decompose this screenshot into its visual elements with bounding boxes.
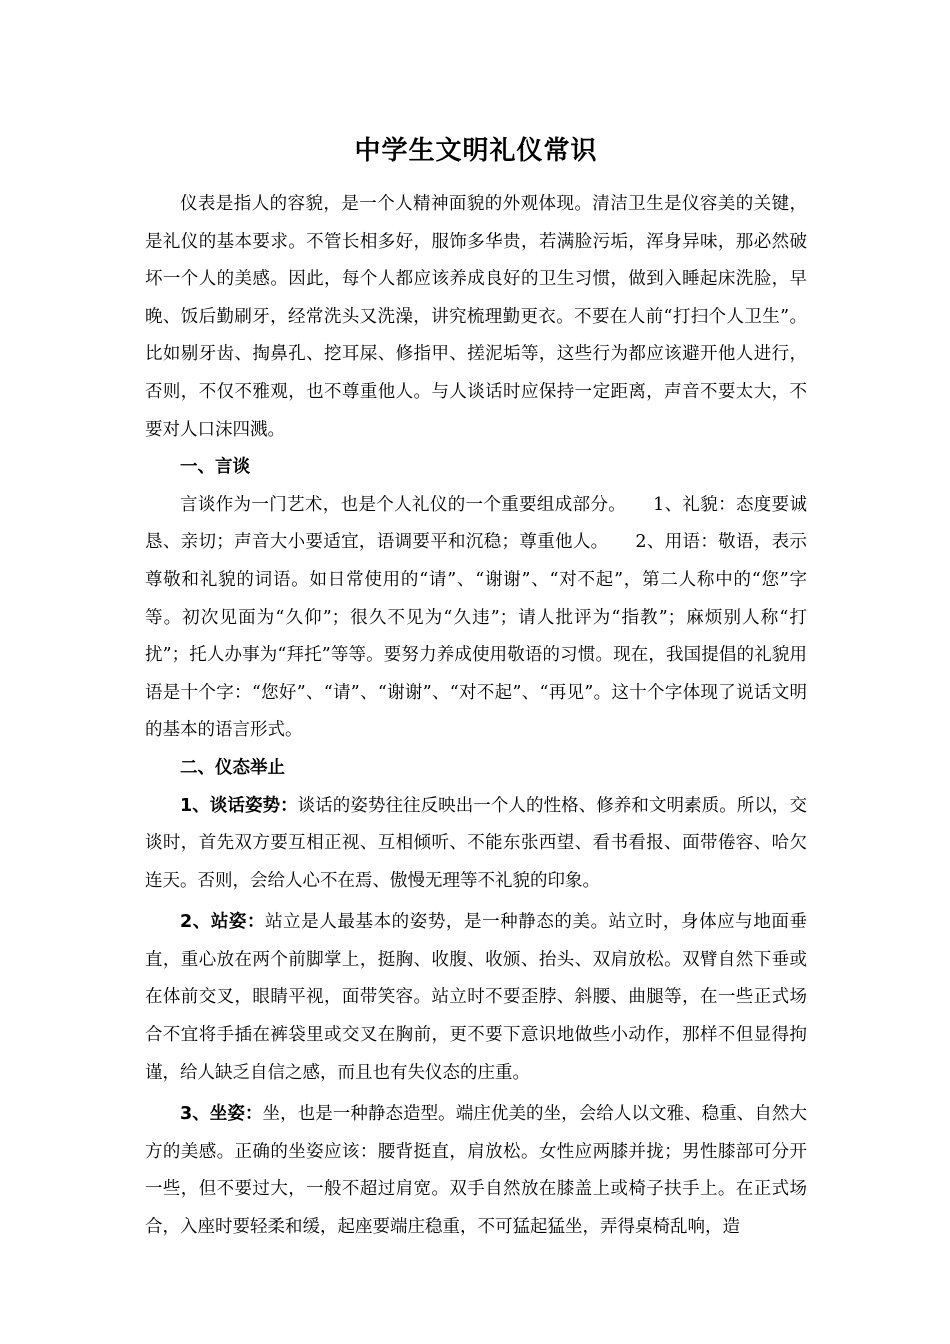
speech-paragraph: 言谈作为一门艺术，也是个人礼仪的一个重要组成部分。 1、礼貌：态度要诚恳、亲切；声音大小要适宜，语调要平和沉稳；尊重他人。 2、用语：敬语，表示尊敬和礼貌的词语。如日常使用的“请”、“谢谢”、“对不起”，第二人称中的“您”字等。初次见面为“久仰”；很久不见为“久违”；请人批评为“指教”；麻烦别人称“打扰”；托人办事为“拜托”等等。要努力养成使用敬语的习惯。现在，我国提倡的礼貌用语是十个字：“您好”、“请”、“谢谢”、“对不起”、“再见”。这十个字体现了说话文明的基本的语言形式。	[145, 494, 807, 741]
section-heading-manner: 二、仪态举止	[180, 757, 285, 778]
standing-posture-body: 站立是人最基本的姿势，是一种静态的美。站立时，身体应与地面垂直，重心放在两个前脚掌上，挺胸、收腹、收颁、抬头、双肩放松。双臂自然下垂或在体前交叉，眼睛平视，面带笑容。站立时不要歪脖、斜腰、曲腿等，在一些正式场合不宜将手插在裤袋里或交叉在胸前，更不要下意识地做些小动作，那样不但显得拘谨，给人缺乏自信之感，而且也有失仪态的庄重。	[145, 912, 807, 1083]
document-page	[145, 128, 807, 1247]
sitting-posture-lead: 3、坐姿：	[180, 1104, 263, 1125]
intro-paragraph: 仪表是指人的容貌，是一个人精神面貌的外观体现。清洁卫生是仪容美的关键，是礼仪的基本要求。不管长相多好，服饰多华贵，若满脸污垢，浑身异味，那必然破坏一个人的美感。因此，每个人都应该养成良好的卫生习惯，做到入睡起床洗脸，早晚、饭后勤刷牙，经常洗头又洗澡，讲究梳理勤更衣。不要在人前“打扫个人卫生”。比如剔牙齿、掏鼻孔、挖耳屎、修指甲、搓泥垢等，这些行为都应该避开他人进行，否则，不仅不雅观，也不尊重他人。与人谈话时应保持一定距离，声音不要太大，不要对人口沫四溅。	[145, 194, 807, 440]
document-title: 中学生文明礼仪常识	[354, 136, 598, 166]
sitting-posture-paragraph	[145, 1096, 807, 1246]
talking-posture-body: 谈话的姿势往往反映出一个人的性格、修养和文明素质。所以，交谈时，首先双方要互相正视、互相倾听、不能东张西望、看书看报、面带倦容、哈欠连天。否则，会给人心不在焉、傲慢无理等不礼貌的印象。	[145, 795, 807, 891]
talking-posture-paragraph	[145, 788, 807, 901]
section-heading-speech: 一、言谈	[180, 457, 250, 478]
standing-posture-paragraph	[145, 904, 807, 1092]
standing-posture-lead: 2、站姿：	[180, 912, 266, 933]
talking-posture-lead: 1、谈话姿势：	[180, 795, 298, 816]
sitting-posture-body: 坐，也是一种静态造型。端庄优美的坐，会给人以文雅、稳重、自然大方的美感。正确的坐姿应该：腰背挺直，肩放松。女性应两膝并拢；男性膝部可分开一些，但不要过大，一般不超过肩宽。双手自然放在膝盖上或椅子扶手上。在正式场合，入座时要轻柔和缓，起座要端庄稳重，不可猛起猛坐，弄得桌椅乱响，造	[145, 1104, 807, 1238]
